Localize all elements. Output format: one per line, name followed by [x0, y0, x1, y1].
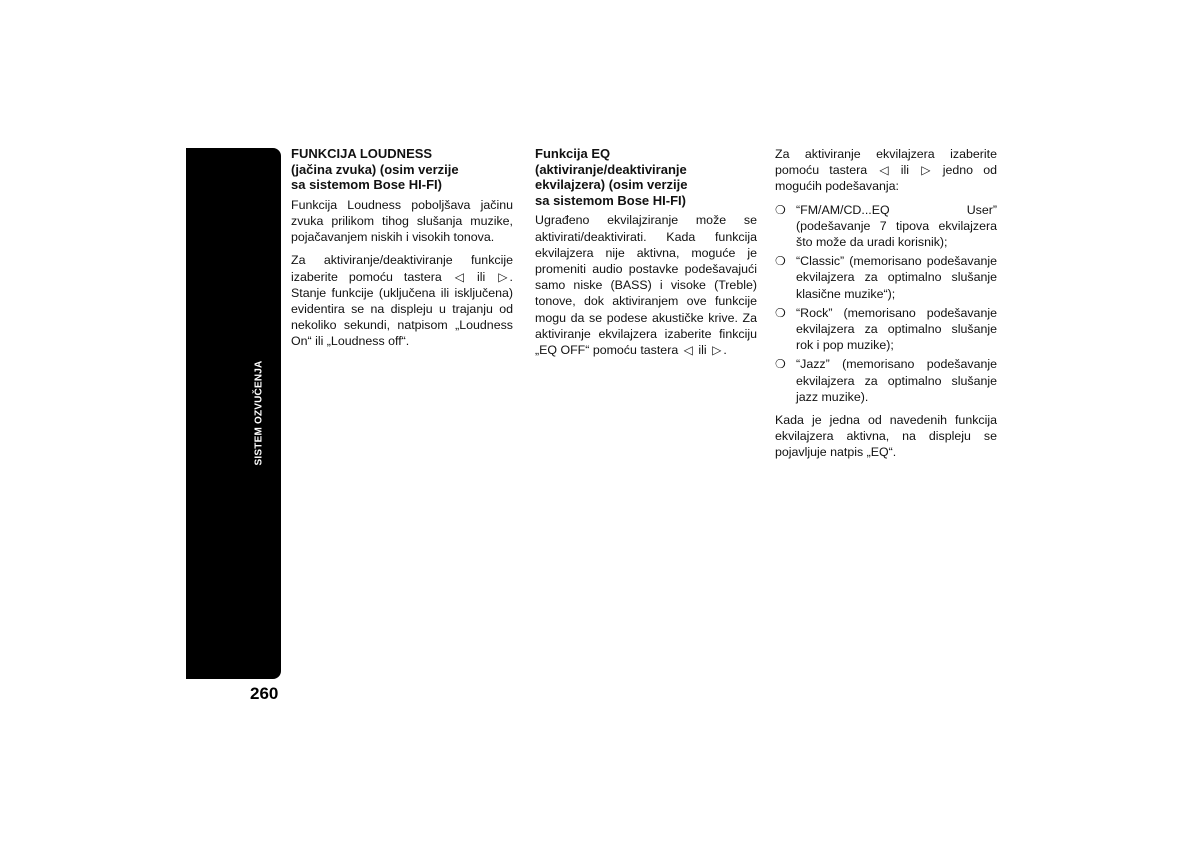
- right-arrow-icon: ▷: [498, 269, 508, 284]
- loudness-description: Funkcija Loudness poboljšava jačinu zvuka prilikom tihog slušanja muzike, pojačavanjem niskih i visokih tonova.: [291, 197, 513, 245]
- heading-line: (aktiviranje/deaktiviranje: [535, 161, 687, 177]
- list-item: [775, 202, 997, 251]
- heading-line: sa sistemom Bose HI-FI): [535, 192, 686, 208]
- list-item-text: “Classic” (memorisano podešavanje ekvilajzera za optimalno slušanje klasične muzike“);: [796, 254, 997, 301]
- eq-settings-intro: [775, 146, 997, 195]
- section-heading-loudness: [291, 146, 513, 193]
- list-item-text: “Rock” (memorisano podešavanje ekvilajzera za optimalno slušanje rok i pop muzike);: [796, 305, 997, 353]
- eq-active-note: Kada je jedna od navedenih funkcija ekvilajzera aktivna, na displeju se pojavljuje natpis „EQ“.: [775, 413, 997, 460]
- column-eq-settings: [775, 146, 997, 468]
- right-arrow-icon: ▷: [921, 163, 931, 178]
- left-arrow-icon: ◁: [454, 269, 465, 284]
- text-segment: ili: [477, 269, 486, 284]
- eq-description: [535, 212, 757, 358]
- column-eq: [535, 146, 757, 365]
- left-arrow-icon: ◁: [683, 343, 693, 357]
- text-segment: Ugrađeno ekvilajziranje može se aktivirati/deaktivirati. Kada funkcija ekvilajzera nije aktivna, moguće je promeniti audio postavke podešavajući samo niske (BASS) i visoke (Treble) tonove, dok aktiviranjem ove funkcije mogu da se podese akustičke krive. Za aktiviranje ekvilajzera izaberite finkciju „EQ OFF“ pomoću tastera: [535, 213, 757, 357]
- bullet-icon: ❍: [775, 202, 786, 217]
- left-arrow-icon: ◁: [879, 163, 889, 178]
- heading-line: sa sistemom Bose HI-FI): [291, 177, 442, 193]
- list-item-text: “Jazz” (memorisano podešavanje ekvilajzera za optimalno slušanje jazz muzike).: [796, 357, 997, 404]
- loudness-instructions: [291, 252, 513, 349]
- bullet-icon: ❍: [775, 305, 786, 320]
- heading-line: FUNKCIJA LOUDNESS: [291, 146, 433, 161]
- section-label: SISTEM OZVUČENJA: [253, 360, 265, 466]
- heading-line: (jačina zvuka) (osim verzije: [291, 161, 459, 177]
- list-item: [775, 356, 997, 405]
- column-loudness: [291, 146, 513, 357]
- bullet-icon: ❍: [775, 254, 786, 269]
- text-segment: ili: [698, 343, 707, 357]
- list-item: [775, 253, 997, 302]
- eq-presets-list: [775, 202, 997, 405]
- section-heading-eq: [535, 146, 757, 208]
- heading-line: Funkcija EQ: [535, 146, 611, 161]
- list-item: [775, 305, 997, 354]
- bullet-icon: ❍: [775, 357, 786, 372]
- text-segment: . Stanje funkcije (uključena ili isključena) evidentira se na displeju u trajanju od nekoliko sekundi, natpisom „Loudness On“ ili „Loudness off“.: [291, 269, 513, 349]
- text-segment: ili: [900, 163, 910, 178]
- text-segment: jedno od mogućih podešavanja:: [775, 163, 997, 194]
- right-arrow-icon: ▷: [712, 343, 722, 357]
- text-segment: .: [723, 343, 727, 357]
- list-item-text: “FM/AM/CD...EQ User” (podešavanje 7 tipova ekvilajzera što može da uradi korisnik);: [796, 202, 997, 250]
- section-tab: [186, 148, 281, 679]
- heading-line: ekvilajzera) (osim verzije: [535, 177, 688, 193]
- text-segment: Za aktiviranje/deaktiviranje funkcije izaberite pomoću tastera: [291, 253, 513, 284]
- text-segment: Za aktiviranje ekvilajzera izaberite pomoću tastera: [775, 147, 997, 178]
- page-number: 260: [250, 684, 279, 703]
